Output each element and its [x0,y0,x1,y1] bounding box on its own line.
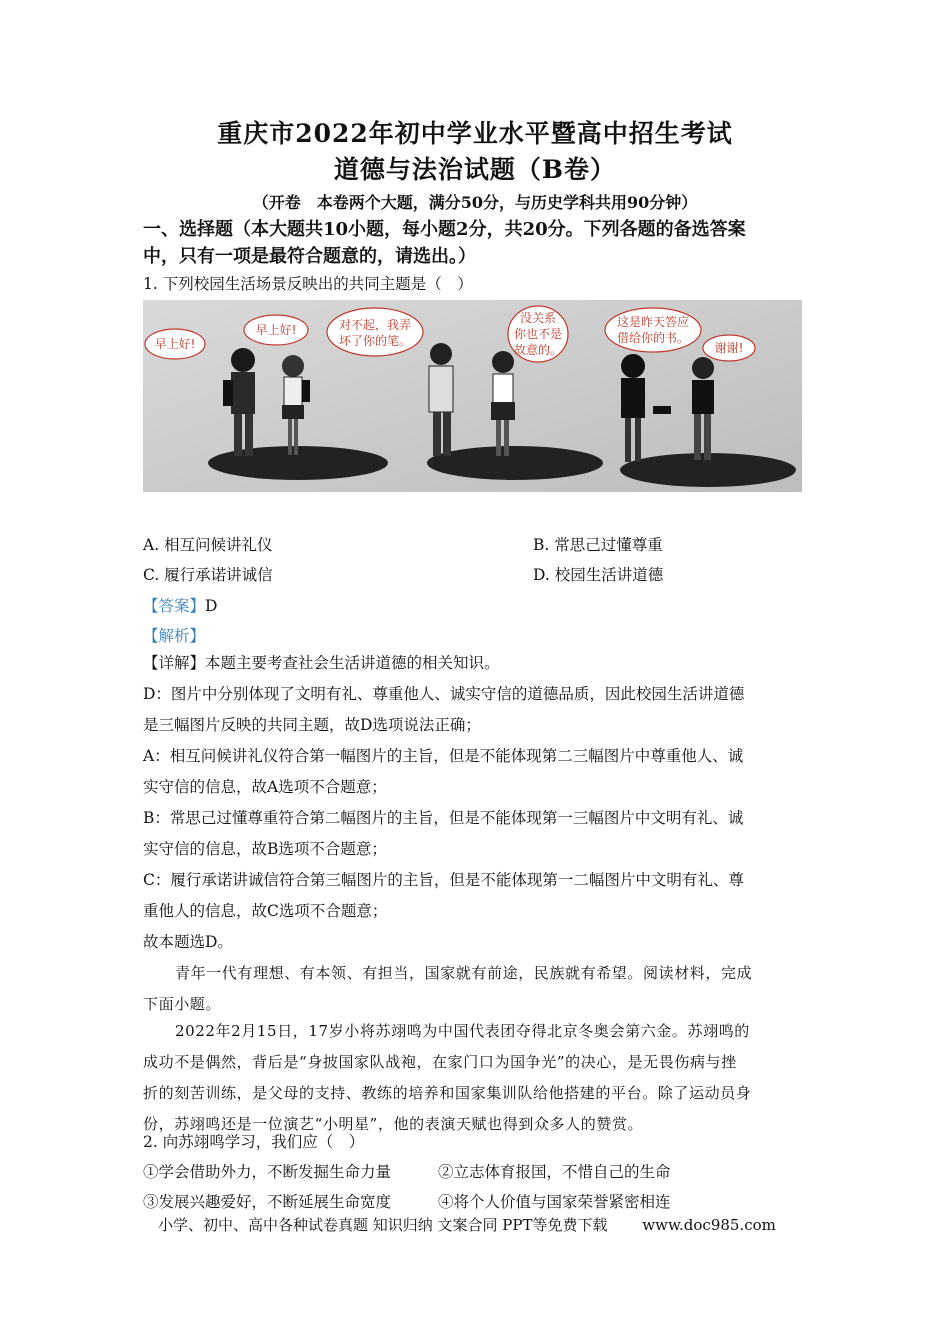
bubble-text-4b: 你也不是 [513,327,563,341]
bubble-text-5b: 借给你的书。 [616,331,690,345]
section-heading: 一、选择题（本大题共10小题，每小题2分，共20分。下列各题的备选答案 中，只有一项是最符合题意的，请选出。） [143,219,746,267]
analysis-body: 【详解】本题主要考查社会生活讲道德的相关知识。 D：图片中分别体现了文明有礼、尊重他人、诚实守信的道德品质，因此校园生活讲道德 是三幅图片反映的共同主题，故D选项说法正确； A：相互问候讲礼仪符合第一幅图片的主旨，但是不能体现第二三幅图片中尊重他人、诚 实守信的信息，故A选项不合题意； B：常思己过懂尊重符合第二幅图片的主旨，但是不能体现第一三幅图片中文明有礼、诚 实守信的信息，故B选项不合题意； C：履行承诺讲诚信符合第三幅图片的主旨，但是不能体现第一二幅图片中文明有礼、尊 重他人的信息，故C选项不合题意； 故本题选D。 [143,654,745,951]
campus-scenes-illustration [143,300,802,492]
option-b: B. 常思己过懂尊重 [533,536,663,554]
option-d: D. 校园生活讲道德 [533,566,664,584]
exam-note: （开卷 本卷两个大题，满分50分，与历史学科共用90分钟） [252,193,698,212]
option-c: C. 履行承诺讲诚信 [143,566,273,584]
exam-subtitle: 道德与法治试题（B卷） [333,155,617,184]
material-intro: 青年一代有理想、有本领、有担当，国家就有前途，民族就有希望。阅读材料，完成 下面小题。 [143,964,753,1013]
bubble-text-2: 早上好! [255,323,297,337]
bubble-text-6: 谢谢! [714,341,744,355]
material-passage: 2022年2月15日，17岁小将苏翊鸣为中国代表团夺得北京冬奥会第六金。苏翊鸣的 成功不是偶然，背后是“身披国家队战袍，在家门口为国争光”的决心，是无畏伤病与挫 折的刻苦训练，是父母的支持、教练的培养和国家集训队给他搭建的平台。除了运动员身 份，苏翊鸣还是一位演艺“小明星”，他的表演天赋也得到众多人的赞赏。 [143,1022,752,1133]
answer-tag: 【答案】 [143,597,206,615]
bubble-text-4c: 故意的。 [513,343,563,357]
option-a: A. 相互问候讲礼仪 [143,536,273,554]
bubble-text-1: 早上好! [154,337,196,351]
footer-url[interactable]: www.doc985.com [642,1216,776,1234]
bubble-text-3b: 坏了你的笔。 [338,334,412,348]
bubble-text-3a: 对不起，我弄 [338,318,412,332]
q2-option-3: ③发展兴趣爱好，不断延展生命宽度 [143,1193,392,1211]
bubble-text-4a: 没关系 [519,311,557,325]
question-1-stem: 1. 下列校园生活场景反映出的共同主题是（ ） [143,275,473,293]
page-footer [158,1214,776,1235]
question-2-stem: 2. 向苏翊鸣学习，我们应（ ） [143,1133,365,1151]
footer-text: 小学、初中、高中各种试卷真题 知识归纳 文案合同 PPT等免费下载 [158,1216,608,1234]
q2-option-2: ②立志体育报国，不惜自己的生命 [438,1163,671,1181]
exam-title: 重庆市2022年初中学业水平暨高中招生考试 [217,119,733,148]
answer-line [143,594,217,616]
answer-value: D [205,597,218,615]
q2-option-1: ①学会借助外力，不断发掘生命力量 [143,1163,392,1181]
bubble-text-5a: 这是昨天答应 [616,315,690,329]
analysis-tag: 【解析】 [143,627,206,645]
q2-option-4: ④将个人价值与国家荣誉紧密相连 [438,1193,671,1211]
